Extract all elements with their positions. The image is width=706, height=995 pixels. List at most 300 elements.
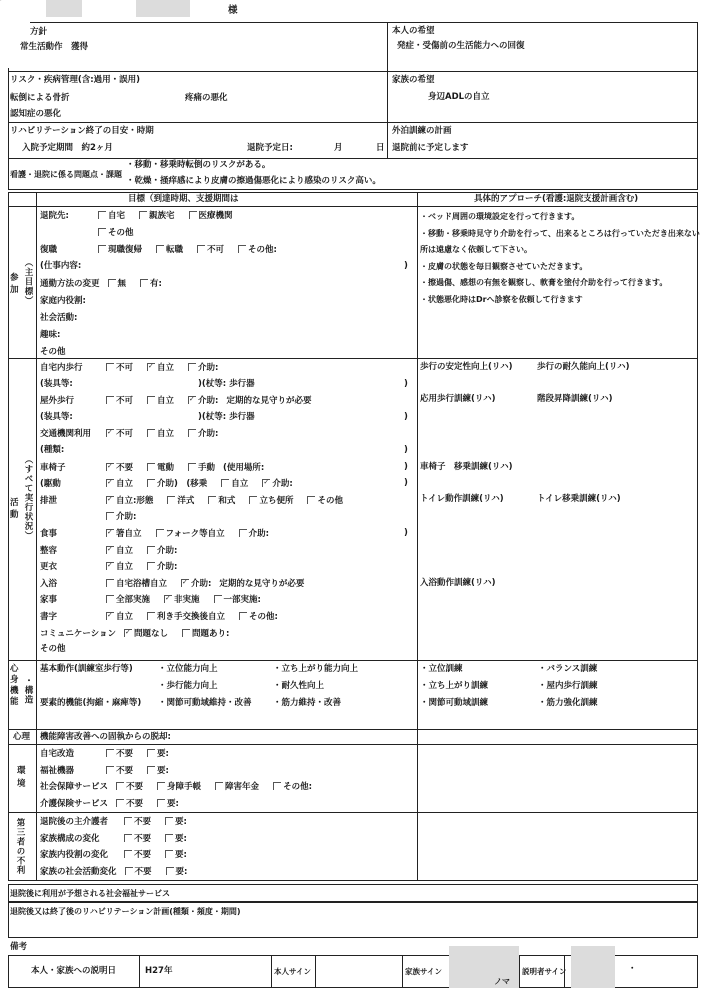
risk-item: 転倒による骨折 [10,93,70,103]
row-label: 退院先: [40,211,69,221]
checkbox[interactable] [208,496,216,504]
option-label: 介助: [157,545,178,556]
option-label: 不要 [134,850,152,860]
checkbox[interactable] [182,629,190,637]
option-label: 有: [150,279,162,290]
goal-row [40,347,92,358]
option-label: 障害年金 [225,782,260,792]
row-label: 通勤方法の変更 [40,279,100,290]
checkbox[interactable] [106,463,114,471]
row-label: 交通機関利用 [40,429,92,440]
welfare-services-label: 退院後に利用が予想される社会福祉サービス [10,889,170,898]
option-label: 介助: [248,529,269,539]
checkbox[interactable] [239,612,247,620]
option-label: 不要 [116,462,134,473]
approach-line: ・移動・移乗時見守り介助を行って、出来るところは行っていただき出来ない [420,228,700,238]
goal-row [40,628,237,640]
checkbox[interactable] [215,782,223,790]
redacted-name-2 [136,0,190,17]
option-label: 介助: [116,512,137,523]
family-sign-partial: ノマ [494,977,510,986]
goal-row [40,644,100,655]
goal-row [40,849,195,861]
checkbox[interactable] [157,782,165,790]
checkbox[interactable] [106,562,114,570]
checkbox[interactable] [139,211,147,219]
option-label: 自立 [116,545,134,556]
option-label: 手動 [198,462,216,473]
option-label: 自立 [116,612,134,622]
checkbox[interactable] [156,529,164,537]
row-label: 家庭内役割: [40,295,86,306]
goal-row [40,495,351,507]
goal-row [40,478,301,490]
body-goal-b: ・立ち上がり能力向上 [273,664,359,674]
checkbox[interactable] [167,496,175,504]
close-paren: ) [404,411,408,422]
option-label: 介助: [198,396,219,407]
rule [36,192,37,881]
row-label: 排泄 [40,495,58,506]
row-label: (種類: [40,445,65,455]
explain-date-label: 本人・家族への説明日 [31,966,117,976]
option-label: 要: [175,817,187,827]
goal-row [40,561,185,573]
goal-row [40,611,286,623]
checkbox[interactable] [165,834,173,842]
option-label: 自立 [231,479,249,490]
rule [519,955,520,988]
body-goal-b: ・筋力維持・改善 [273,697,342,708]
checkbox[interactable] [147,429,155,437]
checkbox[interactable] [147,363,155,371]
option-label: その他 [108,228,134,239]
checkbox[interactable] [116,782,124,790]
checkbox[interactable] [214,595,222,603]
option-label: 不要 [134,817,152,827]
close-paren: ) [404,528,408,538]
remarks-label: 備考 [10,942,28,952]
checkbox[interactable] [238,245,246,253]
goal-row [40,244,285,256]
checkbox[interactable] [147,612,155,620]
row-label: 食事 [40,529,58,539]
body-goal-a: ・関節可動域維持・改善 [158,697,252,708]
row-label: コミュニケーション [40,628,116,639]
option-label: 自立:形態 [116,495,154,506]
goal-row [40,798,187,810]
option-label: 介助: [191,578,212,589]
checkbox[interactable] [188,463,196,471]
option-label: 身障手帳 [167,782,202,792]
checkbox[interactable] [140,279,148,287]
option-label: 不要 [126,798,144,809]
body-goal-label: 要素的機能(拘縮・麻痺等) [40,697,142,708]
rule [315,955,316,988]
option-label: 自立 [116,562,134,573]
option-label: 不要 [134,833,152,844]
option-label: フォーク等自立 [165,529,225,539]
rule [8,68,9,159]
checkbox[interactable] [106,512,114,520]
row-label: 家事 [40,595,58,606]
goal-row [40,833,195,845]
activity-sublabel: （すべて実行状況） [23,455,33,541]
row-label: 屋外歩行 [40,396,75,407]
row-label: (仕事内容: [40,261,82,272]
option-label: 要: [157,749,169,759]
option-label: 介助: [157,562,178,573]
overnight-label: 外泊訓練の計画 [392,126,452,136]
option-label: 問題あり: [192,628,230,639]
goal-row [40,528,277,540]
row-note: 定期的な見守りが必要 [226,396,312,407]
discharge-month: 月 [334,143,343,153]
checkbox[interactable] [106,429,114,437]
checkbox[interactable] [188,396,196,404]
approach-item: 階段昇降訓練(リハ) [537,394,613,404]
checkbox[interactable] [147,463,155,471]
goal-row [40,330,92,341]
self-sign-label: 本人サイン [274,967,311,976]
redacted-explainer-sign[interactable] [571,946,615,988]
rule [697,22,698,159]
close-paren: ) [404,445,408,455]
body-approach-a: ・関節可動域訓練 [420,697,489,708]
patient-suffix: 様 [228,5,238,16]
risk-item: 認知症の悪化 [10,109,62,119]
row-label: 入浴 [40,578,58,589]
checkbox[interactable] [106,396,114,404]
option-label: 自立 [157,363,175,373]
goal-row [40,445,100,456]
explainer-sign-label: 説明者サイン [522,967,567,976]
checkbox[interactable] [147,766,155,774]
option-label: 電動 [157,462,175,473]
discharge-day: 日 [376,143,385,153]
goal-row [40,594,269,606]
goal-row [40,545,185,557]
explainer-tail: ・ [628,964,637,974]
body-goal-label: 基本動作(訓練室歩行等) [40,664,133,674]
option-label: 非実施 [174,595,200,606]
checkbox[interactable] [124,817,132,825]
body-function-label: 心身機能 [10,664,19,707]
rule [8,744,698,745]
checkbox[interactable] [307,496,315,504]
row-label: 自宅改造 [40,749,75,759]
goal-row [40,765,177,777]
option-label: 転職 [166,245,184,256]
row-label: 家族構成の変化 [40,833,100,844]
rule [139,955,140,988]
checkbox[interactable] [165,850,173,858]
body-function-sublabel: ・構造 [23,676,33,705]
rule [402,955,403,988]
row-label: 家族内役割の変化 [40,850,109,860]
checkbox[interactable] [106,579,114,587]
rule [30,22,698,23]
checkbox[interactable] [188,429,196,437]
checkbox[interactable] [98,211,106,219]
goal-row [40,866,195,878]
risk-label: リスク・疾病管理(含:過用・誤用) [10,75,141,85]
row-label: 社会保障サービス [40,782,109,792]
checkbox[interactable] [106,529,114,537]
row-label: その他 [40,644,66,655]
option-label: 介助: [272,479,293,490]
checkbox[interactable] [189,211,197,219]
goal-row [40,296,92,307]
row-note: 定期的な見守りが必要 [219,578,305,589]
option-label: 一部実施: [223,595,261,606]
option-label: 不要 [116,749,134,759]
checkbox[interactable] [147,479,155,487]
checkbox[interactable] [188,363,196,371]
option-label: 和式 [218,495,236,506]
goal-row [40,261,92,272]
option-label: 問題なし [134,628,169,639]
row-label: 書字 [40,612,58,622]
rule [271,955,272,988]
option-label: 不可 [116,396,134,407]
row-mid-text: )(杖等: 歩行器 [198,378,255,389]
goal-row [40,313,92,324]
wish-family-label: 家族の希望 [392,75,435,85]
wish-self-value: 発症・受傷前の生活能力への回復 [397,41,525,51]
row-label: 整容 [40,545,58,556]
option-label: その他: [283,782,312,792]
row-label: 更衣 [40,562,58,573]
policy-label: 方針 [30,27,48,37]
wish-self-label: 本人の希望 [392,26,435,36]
explain-date-value: H27年 [145,966,173,976]
goal-row [40,227,142,239]
checkbox[interactable] [124,834,132,842]
option-label: 要: [167,798,179,809]
option-label: 不可 [116,429,134,440]
option-label: 利き手交換後自立 [157,612,226,622]
body-approach-b: ・バランス訓練 [538,664,598,674]
option-label: 自立 [116,479,134,490]
checkbox[interactable] [125,867,133,875]
goal-row [40,395,313,407]
option-label: 要: [157,765,169,776]
rehab-end-label: リハビリテーション終了の目安・時期 [10,126,154,136]
approach-line: ・ベッド周囲の環境設定を行って行きます。 [420,212,580,221]
body-goal-a: ・立位能力向上 [158,664,218,674]
option-label: 要: [175,850,187,860]
goal-row [40,816,195,828]
self-sign-field[interactable] [317,957,400,986]
nursing-issues-label: 看護・退院に係る問題点・課題 [10,170,122,179]
option-label: 不要 [126,782,144,792]
goal-row [40,411,255,423]
approach-item: 応用歩行訓練(リハ) [420,394,496,404]
rule [8,812,698,813]
option-label: 不可 [116,363,134,373]
wish-family-value: 身辺ADLの自立 [428,92,490,102]
checkbox[interactable] [181,579,189,587]
rehab-period: 入院予定期間 約2ヶ月 [22,143,113,153]
row-label: 介護保険サービス [40,798,109,809]
checkbox[interactable] [165,817,173,825]
goal-row [40,511,144,523]
row-label: 復職 [40,245,58,256]
checkbox[interactable] [106,766,114,774]
rule [8,122,698,123]
approach-item: 歩行の安定性向上(リハ) [420,362,513,372]
row-label: 車椅子 [40,462,66,473]
approach-item: 歩行の耐久能向上(リハ) [537,362,630,372]
approach-item: トイレ動作訓練(リハ) [420,494,504,504]
close-paren: ) [404,378,408,389]
body-approach-a: ・立位訓練 [420,664,463,674]
checkbox[interactable] [147,562,155,570]
close-paren: ) [404,478,408,489]
row-label: 家族の社会活動変化 [40,866,117,877]
participation-sublabel: （主目標） [23,258,33,306]
option-label: 介助: [198,363,219,373]
checkbox[interactable] [157,799,165,807]
row-label: 福祉機器 [40,765,75,776]
psych-value: 機能障害改善への固執からの脱却: [40,732,171,742]
option-label: 介助) (移乗 [157,479,208,490]
checkbox[interactable] [106,749,114,757]
checkbox[interactable] [98,245,106,253]
rule [8,729,698,730]
option-label: 要: [175,866,188,877]
option-label: 自宅浴槽自立 [116,578,168,589]
approach-line: ・擦過傷、感想の有無を観察し、軟膏を塗付介助を行って行きます。 [420,278,668,287]
option-label: 自立 [157,396,175,407]
environment-label: 環境 [17,766,26,789]
checkbox[interactable] [116,799,124,807]
row-label: (装具等: [40,411,73,422]
rule [8,660,698,661]
scan-corner-line [0,0,26,1]
approach-item: トイレ移乗訓練(リハ) [537,494,621,504]
approach-line: 所は遠慮なく依頼して下さい。 [420,245,532,254]
option-label: 自宅 [108,211,126,221]
checkbox[interactable] [156,245,164,253]
rule [387,22,388,159]
option-label: 介助: [198,429,219,440]
psych-label: 心理 [13,732,31,742]
option-label: 洋式 [177,495,195,506]
checkbox[interactable] [106,546,114,554]
option-label: その他: [249,612,278,622]
checkbox[interactable] [147,396,155,404]
body-approach-a: ・立ち上がり訓練 [420,680,489,691]
checkbox[interactable] [147,749,155,757]
risk-item: 疼痛の悪化 [185,93,228,103]
option-label: 不要 [116,765,134,776]
goal-row [40,210,241,222]
checkbox[interactable] [124,629,132,637]
approach-header: 具体的アプローチ(看護:退院支援計画含む) [474,194,639,204]
checkbox[interactable] [98,228,106,236]
row-mid-text: )(杖等: 歩行器 [198,411,255,422]
close-paren: ) [404,461,408,472]
option-label: 全部実施 [116,595,151,606]
checkbox[interactable] [147,546,155,554]
option-label: 不要 [134,866,152,877]
post-rehab-label: 退院後又は終了後のリハビリテーション計画(種類・頻度・期間) [10,907,241,916]
checkbox[interactable] [221,479,229,487]
body-approach-b: ・屋内歩行訓練 [538,680,598,691]
goal-row [40,378,255,390]
nursing-issue: ・乾燥・掻痒感により皮膚の擦過傷悪化により感染のリスク高い。 [126,176,381,186]
nursing-issue: ・移動・移乗時転倒のリスクがある。 [126,160,271,170]
checkbox[interactable] [249,496,257,504]
checkbox[interactable] [106,496,114,504]
checkbox[interactable] [197,245,205,253]
option-label: 親族宅 [149,211,175,221]
row-note: (使用場所: [223,462,265,473]
rule [8,206,698,207]
family-sign-label: 家族サイン [405,967,442,976]
body-goal-b: ・耐久性向上 [273,680,325,691]
checkbox[interactable] [164,595,172,603]
approach-line: ・状態悪化時はDrへ診察を依頼して行きます [420,294,583,304]
redacted-name-1 [46,0,82,17]
goal-row [40,462,266,474]
checkbox[interactable] [106,479,114,487]
option-label: 医療機関 [198,211,233,221]
overnight-value: 退院前に予定します [392,143,469,153]
activity-label: 活動 [10,498,19,520]
checkbox[interactable] [106,595,114,603]
rule [8,358,698,359]
approach-item: 入浴動作訓練(リハ) [420,578,496,588]
approach-line: ・皮膚の状態を毎日観察させていただきます。 [420,261,588,271]
checkbox[interactable] [239,529,247,537]
body-goal-a: ・歩行能力向上 [158,680,218,691]
rule [8,71,698,72]
option-label: 立ち便所 [259,495,294,506]
rule [417,192,418,881]
row-label: (装具等: [40,378,73,389]
checkbox[interactable] [106,612,114,620]
approach-item: 車椅子 移乗訓練(リハ) [420,462,513,472]
third-party-label: 第三者の不利 [15,818,25,875]
option-label: 現職復帰 [108,245,143,256]
option-label: その他 [317,495,343,506]
goal-row [40,748,177,760]
checkbox[interactable] [166,867,174,875]
goal-row [40,428,226,440]
row-label: (駆動 [40,479,61,490]
checkbox[interactable] [106,363,114,371]
goal-row [40,278,170,290]
row-label: 社会活動: [40,312,78,323]
option-label: 不可 [207,245,225,256]
option-label: 箸自立 [116,529,142,539]
checkbox[interactable] [108,279,116,287]
goal-row [40,578,306,590]
row-label: その他 [40,346,66,357]
checkbox[interactable] [262,479,270,487]
goal-row [40,781,320,793]
checkbox[interactable] [273,782,281,790]
option-label: 無 [117,279,127,290]
row-label: 退院後の主介護者 [40,817,109,827]
goals-header: 目標（到達時期、支援期間は [128,194,239,204]
checkbox[interactable] [124,850,132,858]
participation-label: 参加 [10,273,19,295]
policy-value: 常生活動作 獲得 [20,42,89,52]
